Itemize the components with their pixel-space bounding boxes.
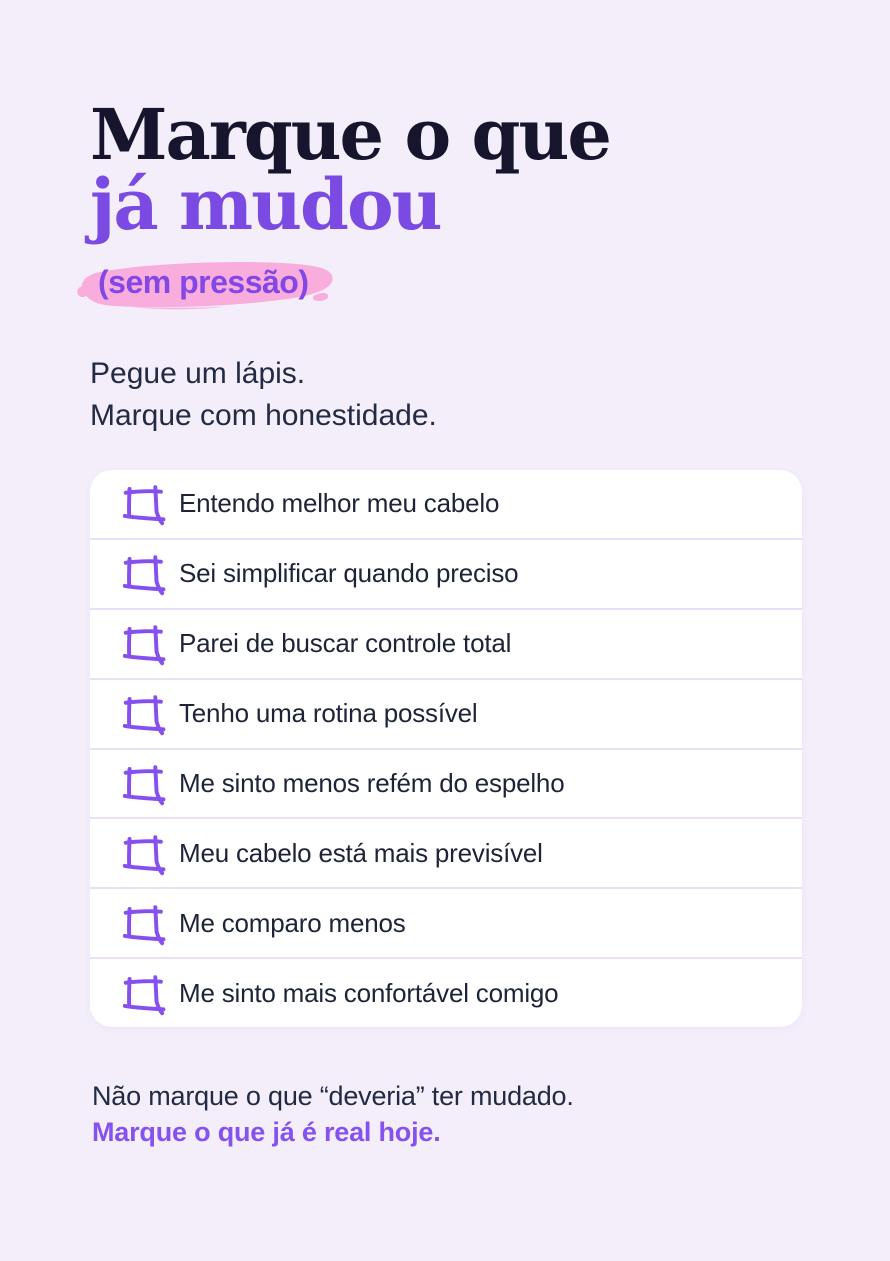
page-title-line2: já mudou — [90, 163, 441, 246]
checklist-row[interactable] — [90, 680, 802, 750]
checklist-row[interactable] — [90, 819, 802, 889]
checklist-item-label: Sei simplificar quando preciso — [179, 558, 519, 589]
checklist-row[interactable] — [90, 959, 802, 1027]
checklist-item-label: Parei de buscar controle total — [179, 628, 512, 659]
checklist-row[interactable] — [90, 610, 802, 680]
checklist-item-label: Me comparo menos — [179, 907, 406, 938]
intro-line1: Pegue um lápis. — [90, 357, 306, 390]
checklist-item-label: Me sinto mais confortável comigo — [179, 977, 559, 1008]
checkbox-icon[interactable] — [118, 551, 166, 596]
checklist-row[interactable] — [90, 889, 802, 959]
checkbox-icon[interactable] — [118, 761, 166, 806]
checklist-item-label: Me sinto menos refém do espelho — [179, 767, 565, 798]
checkbox-icon[interactable] — [118, 831, 166, 876]
footer-note-line2: Marque o que já é real hoje. — [92, 1117, 441, 1147]
checklist-item-label: Tenho uma rotina possível — [179, 698, 478, 729]
checkbox-icon[interactable] — [118, 691, 166, 736]
intro-text — [90, 353, 802, 437]
checkbox-icon[interactable] — [118, 621, 166, 666]
checklist-card — [90, 470, 802, 1027]
checkbox-icon[interactable] — [118, 481, 166, 526]
checklist-row[interactable] — [90, 470, 802, 540]
checkbox-icon[interactable] — [118, 901, 166, 946]
intro-line2: Marque com honestidade. — [90, 399, 437, 432]
footer-note-line1: Não marque o que “deveria” ter mudado. — [92, 1081, 574, 1111]
checkbox-icon[interactable] — [118, 971, 166, 1016]
page-title — [90, 93, 802, 246]
checklist-row[interactable] — [90, 540, 802, 610]
checklist-item-label: Meu cabelo está mais previsível — [179, 837, 543, 868]
checklist-item-label: Entendo melhor meu cabelo — [179, 488, 500, 519]
subtitle-highlight — [76, 256, 334, 313]
header — [90, 93, 802, 437]
subtitle-text: (sem pressão) — [98, 264, 309, 300]
page-title-line1: Marque o que — [90, 93, 610, 176]
footer-note — [92, 1078, 574, 1150]
checklist-row[interactable] — [90, 750, 802, 820]
